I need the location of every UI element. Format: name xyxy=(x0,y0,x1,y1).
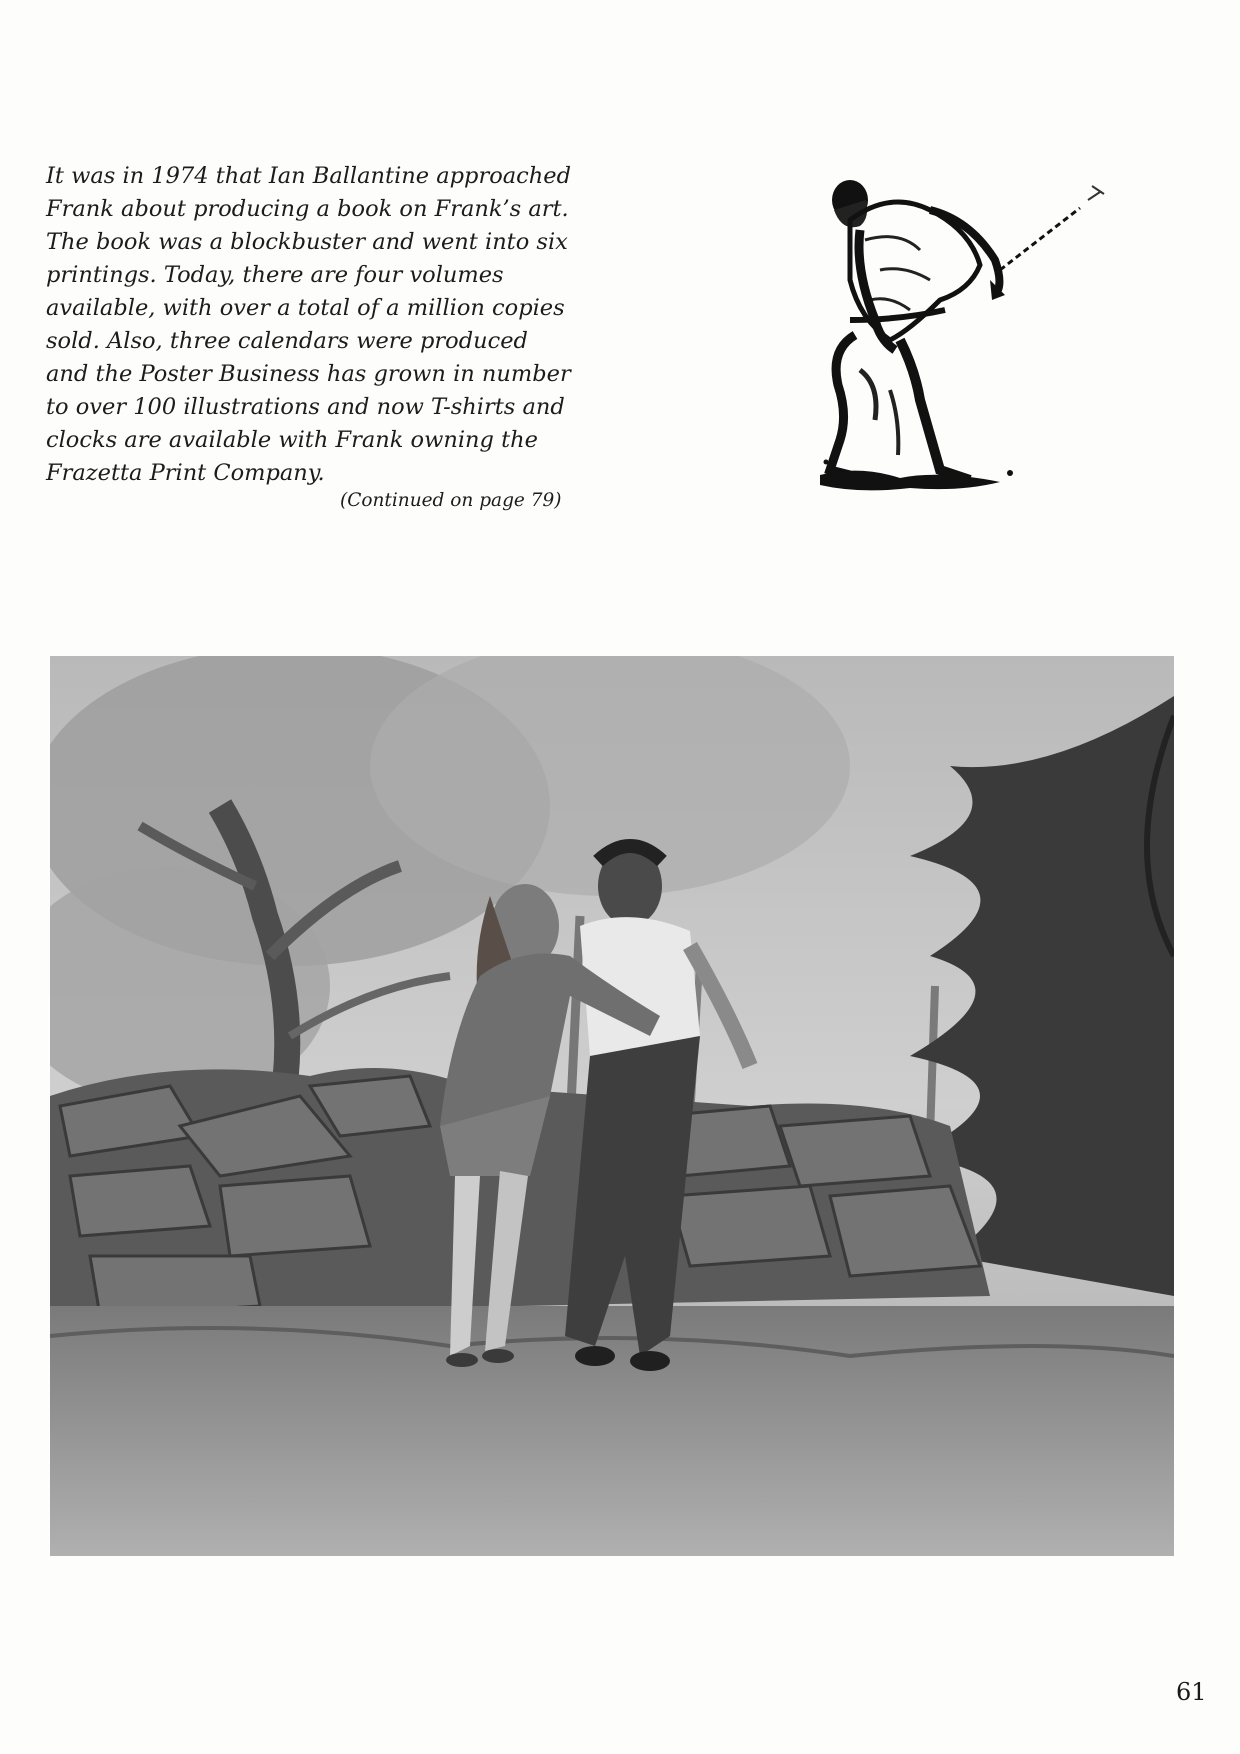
text-line: It was in 1974 that Ian Ballantine approached xyxy=(46,163,571,189)
page-number: 61 xyxy=(1176,1678,1207,1706)
intro-paragraph xyxy=(46,160,586,490)
text-line: to over 100 illustrations and now T-shirts and xyxy=(46,394,565,420)
text-line: available, with over a total of a million copies xyxy=(46,295,565,321)
continued-note: (Continued on page 79) xyxy=(340,490,562,511)
warrior-sketch-illustration xyxy=(820,170,1140,500)
text-line: Frazetta Print Company. xyxy=(46,460,325,486)
text-line: clocks are available with Frank owning the xyxy=(46,427,538,453)
text-line: and the Poster Business has grown in number xyxy=(46,361,571,387)
text-line: sold. Also, three calendars were produced xyxy=(46,328,528,354)
text-line: printings. Today, there are four volumes xyxy=(46,262,504,288)
text-line: Frank about producing a book on Frank’s art. xyxy=(46,196,569,222)
text-line: The book was a blockbuster and went into six xyxy=(46,229,568,255)
couple-photograph xyxy=(50,656,1174,1556)
